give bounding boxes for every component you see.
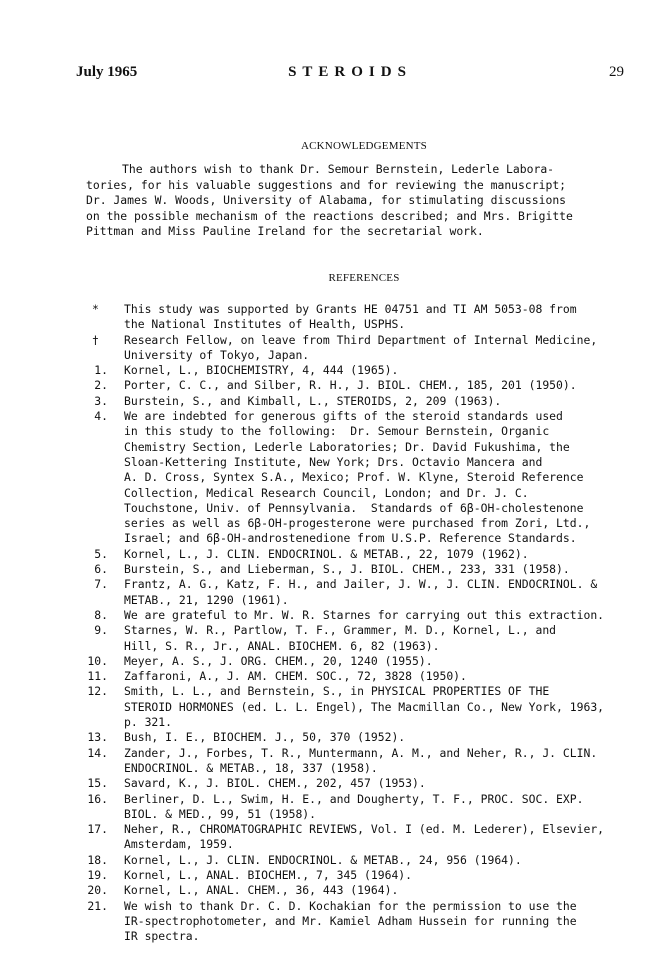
reference-item bbox=[86, 333, 656, 364]
reference-marker: 15. bbox=[87, 776, 108, 791]
acknowledgements-paragraph bbox=[86, 162, 646, 240]
reference-line: ENDOCRINOL. & METAB., 18, 337 (1958). bbox=[124, 760, 378, 775]
reference-item bbox=[86, 363, 656, 378]
reference-marker: 7. bbox=[94, 577, 108, 592]
page-number: 29 bbox=[609, 64, 624, 80]
reference-item bbox=[86, 562, 656, 577]
reference-marker: 1. bbox=[94, 363, 108, 378]
journal-title: STEROIDS bbox=[288, 64, 412, 80]
reference-line: Chemistry Section, Lederle Laboratories; Dr. David Fukushima, the bbox=[124, 439, 570, 454]
reference-line: Burstein, S., and Lieberman, S., J. BIOL. CHEM., 233, 331 (1958). bbox=[124, 562, 570, 577]
reference-line: We are indebted for generous gifts of the steroid standards used bbox=[124, 409, 563, 424]
reference-marker: 11. bbox=[87, 669, 108, 684]
reference-line: Neher, R., CHROMATOGRAPHIC REVIEWS, Vol. I (ed. M. Lederer), Elsevier, bbox=[124, 822, 605, 837]
reference-item bbox=[86, 899, 656, 945]
reference-marker: 6. bbox=[94, 562, 108, 577]
reference-line: BIOL. & MED., 99, 51 (1958). bbox=[124, 806, 317, 821]
reference-line: Sloan-Kettering Institute, New York; Drs. Octavio Mancera and bbox=[124, 454, 543, 469]
reference-item bbox=[86, 868, 656, 883]
reference-marker: 19. bbox=[87, 867, 108, 882]
reference-marker: * bbox=[92, 302, 99, 316]
reference-item bbox=[86, 394, 656, 409]
reference-marker: 2. bbox=[94, 378, 108, 393]
reference-item bbox=[86, 684, 656, 730]
ack-line: The authors wish to thank Dr. Semour Bernstein, Lederle Labora- bbox=[122, 162, 555, 176]
issue-date: July 1965 bbox=[76, 64, 138, 80]
reference-line: IR-spectrophotometer, and Mr. Kamiel Adham Hussein for running the bbox=[124, 913, 577, 928]
references-heading: REFERENCES bbox=[328, 272, 400, 284]
reference-line: METAB., 21, 1290 (1961). bbox=[124, 592, 289, 607]
reference-line: Collection, Medical Research Council, London; and Dr. J. C. bbox=[124, 485, 529, 500]
reference-line: This study was supported by Grants HE 04751 and TI AM 5053-08 from bbox=[124, 302, 577, 316]
reference-marker: 10. bbox=[87, 653, 108, 668]
reference-line: We are grateful to Mr. W. R. Starnes for carrying out this extraction. bbox=[124, 607, 605, 622]
reference-item bbox=[86, 302, 656, 333]
reference-line: Zaffaroni, A., J. AM. CHEM. SOC., 72, 3828 (1950). bbox=[124, 669, 467, 684]
reference-marker: 13. bbox=[87, 730, 108, 745]
reference-marker: 21. bbox=[87, 898, 108, 913]
reference-line: Kornel, L., J. CLIN. ENDOCRINOL. & METAB., 24, 956 (1964). bbox=[124, 852, 522, 867]
reference-marker: 5. bbox=[94, 546, 108, 561]
reference-line: Berliner, D. L., Swim, H. E., and Dougherty, T. F., PROC. SOC. EXP. bbox=[124, 791, 584, 806]
reference-item bbox=[86, 608, 656, 623]
reference-marker: 8. bbox=[94, 607, 108, 622]
ack-line: Dr. James W. Woods, University of Alabama, for stimulating discussions bbox=[86, 193, 567, 208]
reference-line: Smith, L. L., and Bernstein, S., in PHYSICAL PROPERTIES OF THE bbox=[124, 684, 550, 699]
reference-marker: 16. bbox=[87, 791, 108, 806]
references-list bbox=[86, 302, 656, 944]
reference-line: Starnes, W. R., Partlow, T. F., Grammer, M. D., Kornel, L., and bbox=[124, 623, 557, 638]
reference-line: Savard, K., J. BIOL. CHEM., 202, 457 (1953). bbox=[124, 776, 426, 791]
reference-line: Kornel, L., ANAL. CHEM., 36, 443 (1964). bbox=[124, 883, 399, 898]
reference-line: the National Institutes of Health, USPHS. bbox=[124, 317, 406, 332]
reference-marker: 18. bbox=[87, 852, 108, 867]
reference-item bbox=[86, 746, 656, 777]
reference-line: A. D. Cross, Syntex S.A., Mexico; Prof. W. Klyne, Steroid Reference bbox=[124, 470, 584, 485]
reference-line: Frantz, A. G., Katz, F. H., and Jailer, J. W., J. CLIN. ENDOCRINOL. & bbox=[124, 577, 598, 592]
reference-line: Research Fellow, on leave from Third Department of Internal Medicine, bbox=[124, 332, 598, 347]
reference-item bbox=[86, 547, 656, 562]
reference-marker: 9. bbox=[94, 623, 108, 638]
reference-marker: 4. bbox=[94, 409, 108, 424]
reference-line: Amsterdam, 1959. bbox=[124, 837, 234, 852]
reference-line: p. 321. bbox=[124, 715, 173, 730]
acknowledgements-heading: ACKNOWLEDGEMENTS bbox=[300, 140, 428, 152]
reference-marker: 20. bbox=[87, 883, 108, 898]
reference-item bbox=[86, 792, 656, 823]
reference-item bbox=[86, 669, 656, 684]
reference-marker: † bbox=[92, 332, 99, 347]
reference-line: series as well as 6β-OH-progesterone were purchased from Zori, Ltd., bbox=[124, 516, 591, 531]
reference-item bbox=[86, 883, 656, 898]
reference-line: Meyer, A. S., J. ORG. CHEM., 20, 1240 (1955). bbox=[124, 653, 433, 668]
reference-marker: 12. bbox=[87, 684, 108, 699]
reference-item bbox=[86, 776, 656, 791]
ack-line: Pittman and Miss Pauline Ireland for the secretarial work. bbox=[86, 224, 484, 239]
reference-item bbox=[86, 577, 656, 608]
reference-line: in this study to the following: Dr. Semour Bernstein, Organic bbox=[124, 424, 550, 439]
reference-line: University of Tokyo, Japan. bbox=[124, 347, 310, 362]
reference-line: Bush, I. E., BIOCHEM. J., 50, 370 (1952). bbox=[124, 730, 406, 745]
ack-line: on the possible mechanism of the reactions described; and Mrs. Brigitte bbox=[86, 208, 573, 223]
reference-marker: 3. bbox=[94, 393, 108, 408]
reference-line: Touchstone, Univ. of Pennsylvania. Standards of 6β-OH-cholestenone bbox=[124, 500, 584, 515]
reference-item bbox=[86, 654, 656, 669]
reference-item bbox=[86, 822, 656, 853]
reference-line: Burstein, S., and Kimball, L., STEROIDS, 2, 209 (1963). bbox=[124, 393, 502, 408]
reference-item bbox=[86, 378, 656, 393]
reference-line: Israel; and 6β-OH-androstenedione from U.S.P. Reference Standards. bbox=[124, 531, 577, 546]
reference-item bbox=[86, 853, 656, 868]
reference-line: We wish to thank Dr. C. D. Kochakian for the permission to use the bbox=[124, 898, 577, 913]
reference-item bbox=[86, 409, 656, 547]
reference-line: Zander, J., Forbes, T. R., Muntermann, A. M., and Neher, R., J. CLIN. bbox=[124, 745, 598, 760]
reference-line: Kornel, L., BIOCHEMISTRY, 4, 444 (1965). bbox=[124, 363, 399, 378]
reference-marker: 14. bbox=[87, 745, 108, 760]
reference-line: Porter, C. C., and Silber, R. H., J. BIOL. CHEM., 185, 201 (1950). bbox=[124, 378, 577, 393]
reference-marker: 17. bbox=[87, 822, 108, 837]
reference-line: IR spectra. bbox=[124, 929, 200, 944]
running-header bbox=[76, 64, 624, 84]
reference-line: Kornel, L., J. CLIN. ENDOCRINOL. & METAB., 22, 1079 (1962). bbox=[124, 546, 529, 561]
reference-item bbox=[86, 623, 656, 654]
reference-item bbox=[86, 730, 656, 745]
ack-line: tories, for his valuable suggestions and for reviewing the manuscript; bbox=[86, 177, 567, 192]
reference-line: Hill, S. R., Jr., ANAL. BIOCHEM. 6, 82 (1963). bbox=[124, 638, 440, 653]
reference-line: Kornel, L., ANAL. BIOCHEM., 7, 345 (1964). bbox=[124, 867, 413, 882]
reference-line: STEROID HORMONES (ed. L. L. Engel), The Macmillan Co., New York, 1963, bbox=[124, 699, 605, 714]
